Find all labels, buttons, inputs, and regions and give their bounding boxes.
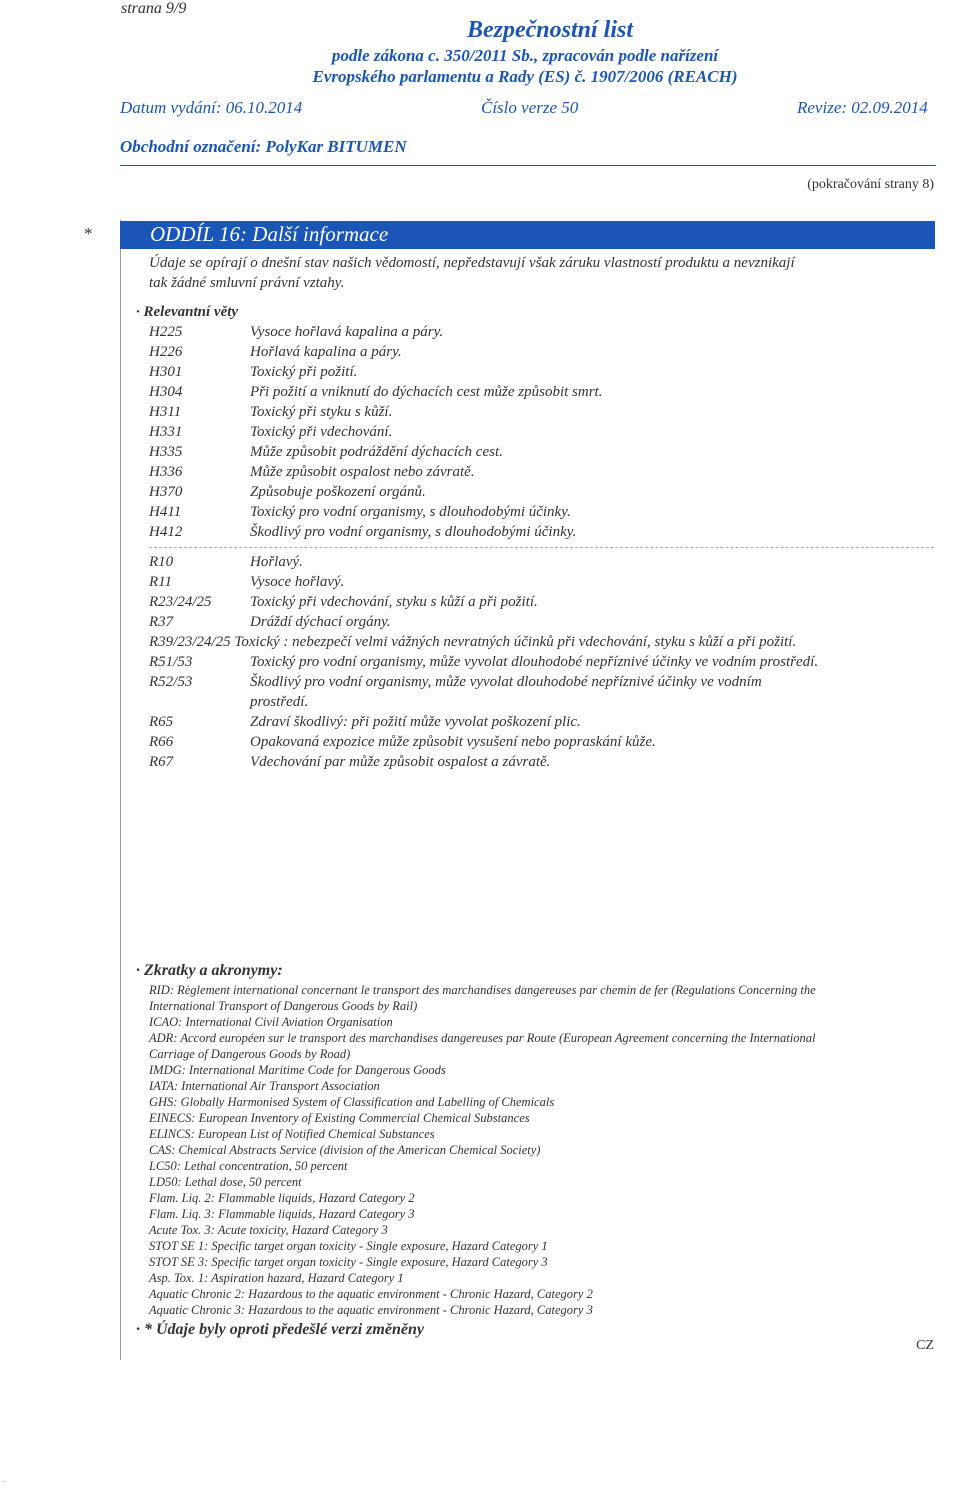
abbreviation-line: LC50: Lethal concentration, 50 percent [149, 1159, 348, 1173]
r-phrase-text-continued: prostředí. [250, 694, 309, 710]
r-phrase-text: Vdechování par může způsobit ospalost a závratě. [250, 754, 551, 770]
r-phrase-row [0, 674, 960, 714]
h-phrase-code: H412 [149, 524, 183, 540]
bullet: · [136, 962, 140, 979]
h-phrase-code: H370 [149, 484, 183, 500]
abbreviation-line: STOT SE 3: Specific target organ toxicity - Single exposure, Hazard Category 3 [149, 1255, 548, 1269]
abbreviations-heading [136, 962, 283, 980]
changed-note [136, 1321, 424, 1339]
changed-note-text: * Údaje byly oproti předešlé verzi změněny [144, 1321, 424, 1338]
abbreviation-line: STOT SE 1: Specific target organ toxicity - Single exposure, Hazard Category 1 [149, 1239, 548, 1253]
page-number: strana 9/9 [121, 0, 187, 17]
footer-mark: ... [2, 1478, 7, 1484]
issue-date: Datum vydání: 06.10.2014 [120, 98, 303, 117]
trade-name: Obchodní označení: PolyKar BITUMEN [120, 137, 407, 156]
r-phrase-code: R67 [149, 754, 174, 770]
relevant-phrases-title: Relevantní věty [143, 304, 239, 320]
abbreviation-line: Aquatic Chronic 3: Hazardous to the aquatic environment - Chronic Hazard, Category 3 [149, 1303, 593, 1317]
r-phrase-text: Škodlivý pro vodní organismy, může vyvolat dlouhodobé nepříznivé účinky ve vodním [250, 674, 762, 690]
h-phrase-row [0, 384, 960, 404]
abbreviations-title: Zkratky a akronymy: [144, 962, 283, 979]
document-title: Bezpečnostní list [466, 17, 634, 43]
section-title-bar [120, 221, 935, 249]
r-phrase-text: Toxický pro vodní organismy, může vyvolat dlouhodobé nepříznivé účinky ve vodním prostředí. [250, 654, 819, 670]
continuation-note: (pokračování strany 8) [807, 177, 934, 192]
r-phrase-row [0, 554, 960, 574]
abbreviation-line: Flam. Liq. 2: Flammable liquids, Hazard Category 2 [149, 1191, 415, 1205]
abbreviation-line: Acute Tox. 3: Acute toxicity, Hazard Category 3 [149, 1223, 388, 1237]
r-phrase-code: R66 [149, 734, 174, 750]
bullet: · [136, 304, 140, 320]
h-phrase-text: Toxický při styku s kůží. [250, 404, 393, 420]
abbreviation-line: CAS: Chemical Abstracts Service (division of the American Chemical Society) [149, 1143, 541, 1157]
abbreviation-line: ADR: Accord européen sur le transport des marchandises dangereuses par Route (European Agreement concerning the International [149, 1031, 816, 1045]
abbreviation-line: Carriage of Dangerous Goods by Road) [149, 1047, 351, 1061]
h-phrase-text: Toxický pro vodní organismy, s dlouhodobými účinky. [250, 504, 571, 520]
h-phrase-row [0, 324, 960, 344]
r-phrase-text: Hořlavý. [250, 554, 303, 570]
r-phrase-text: Toxický při vdechování, styku s kůží a při požití. [250, 594, 538, 610]
abbreviation-line: GHS: Globally Harmonised System of Classification and Labelling of Chemicals [149, 1095, 555, 1109]
r-phrase-code: R39/23/24/25 [149, 634, 231, 650]
h-phrase-text: Vysoce hořlavá kapalina a páry. [250, 324, 444, 340]
relevant-phrases-heading [136, 304, 238, 321]
h-phrase-code: H336 [149, 464, 183, 480]
r-phrase-code: R51/53 [149, 654, 193, 670]
intro-line-2: tak žádné smluvní právní vztahy. [149, 275, 345, 291]
h-phrase-row [0, 504, 960, 524]
h-phrase-text: Může způsobit podráždění dýchacích cest. [250, 444, 503, 460]
r-phrase-row [0, 754, 960, 774]
h-phrase-code: H301 [149, 364, 183, 380]
h-phrase-text: Škodlivý pro vodní organismy, s dlouhodobými účinky. [250, 524, 577, 540]
abbreviation-line: International Transport of Dangerous Goods by Rail) [149, 999, 418, 1013]
h-phrase-row [0, 464, 960, 484]
r-phrase-code: R11 [149, 574, 173, 590]
h-phrase-text: Může způsobit ospalost nebo závratě. [250, 464, 475, 480]
h-phrase-code: H411 [149, 504, 182, 520]
intro-line-1: Údaje se opírají o dnešní stav našich vědomostí, nepředstavují však záruku vlastností produktu a nevznikají [149, 255, 795, 271]
r-phrase-text: Toxický : nebezpečí velmi vážných nevratných účinků při vdechování, styku s kůží a při požití. [234, 634, 797, 650]
h-phrase-code: H331 [149, 424, 183, 440]
abbreviation-line: Flam. Liq. 3: Flammable liquids, Hazard Category 3 [149, 1207, 415, 1221]
document-subtitle-2: Evropského parlamentu a Rady (ES) č. 1907/2006 (REACH) [312, 67, 738, 86]
r-phrase-row [0, 574, 960, 594]
document-subtitle-1: podle zákona c. 350/2011 Sb., zpracován podle nařízení [331, 46, 719, 65]
r-phrase-row [0, 734, 960, 754]
r-phrase-text: Zdraví škodlivý: při požití může vyvolat poškození plic. [250, 714, 581, 730]
abbreviation-line: IMDG: International Maritime Code for Dangerous Goods [149, 1063, 446, 1077]
r-phrase-text: Vysoce hořlavý. [250, 574, 345, 590]
h-phrase-text: Toxický při požití. [250, 364, 358, 380]
h-phrase-text: Hořlavá kapalina a páry. [250, 344, 402, 360]
r-phrase-code: R65 [149, 714, 174, 730]
r-phrase-code: R37 [149, 614, 174, 630]
h-phrase-text: Toxický při vdechování. [250, 424, 393, 440]
h-phrase-row [0, 484, 960, 504]
h-phrase-code: H311 [149, 404, 182, 420]
h-phrase-text: Při požití a vniknutí do dýchacích cest může způsobit smrt. [250, 384, 603, 400]
abbreviation-line: LD50: Lethal dose, 50 percent [149, 1175, 302, 1189]
abbreviation-line: Asp. Tox. 1: Aspiration hazard, Hazard Category 1 [149, 1271, 404, 1285]
abbreviation-line: Aquatic Chronic 2: Hazardous to the aquatic environment - Chronic Hazard, Category 2 [149, 1287, 593, 1301]
h-phrase-row [0, 364, 960, 384]
h-phrase-code: H335 [149, 444, 183, 460]
bullet: · [136, 1321, 140, 1338]
h-phrase-row [0, 404, 960, 424]
section-title: ODDÍL 16: Další informace [150, 222, 389, 246]
r-phrase-row [0, 654, 960, 674]
phrase-divider [149, 547, 934, 548]
h-phrase-code: H304 [149, 384, 183, 400]
r-phrase-code: R10 [149, 554, 174, 570]
language-code: CZ [916, 1338, 934, 1353]
r-phrase-text: Dráždí dýchací orgány. [250, 614, 391, 630]
abbreviation-line: ICAO: International Civil Aviation Organisation [149, 1015, 393, 1029]
version-number: Číslo verze 50 [481, 98, 579, 117]
abbreviation-line: ELINCS: European List of Notified Chemical Substances [149, 1127, 435, 1141]
h-phrase-row [0, 444, 960, 464]
r-phrase-code: R52/53 [149, 674, 193, 690]
changed-marker: * [84, 224, 93, 243]
r-phrase-row [0, 614, 960, 634]
h-phrase-text: Způsobuje poškození orgánů. [250, 484, 426, 500]
abbreviation-line: EINECS: European Inventory of Existing Commercial Chemical Substances [149, 1111, 530, 1125]
r-phrase-text: Opakovaná expozice může způsobit vysušení nebo popraskání kůže. [250, 734, 656, 750]
abbreviation-line: IATA: International Air Transport Association [149, 1079, 380, 1093]
r-phrase-row [149, 634, 939, 654]
h-phrase-row [0, 344, 960, 364]
r-phrase-row [0, 714, 960, 734]
h-phrase-code: H225 [149, 324, 183, 340]
r-phrase-row [0, 594, 960, 614]
revision-date: Revize: 02.09.2014 [797, 98, 928, 117]
abbreviation-line: RID: Règlement international concernant le transport des marchandises dangereuses par chemin de fer (Regulations Concerning the [149, 983, 816, 997]
h-phrase-code: H226 [149, 344, 183, 360]
h-phrase-row [0, 424, 960, 444]
r-phrase-code: R23/24/25 [149, 594, 212, 610]
h-phrase-row [0, 524, 960, 544]
header-divider [120, 165, 936, 166]
